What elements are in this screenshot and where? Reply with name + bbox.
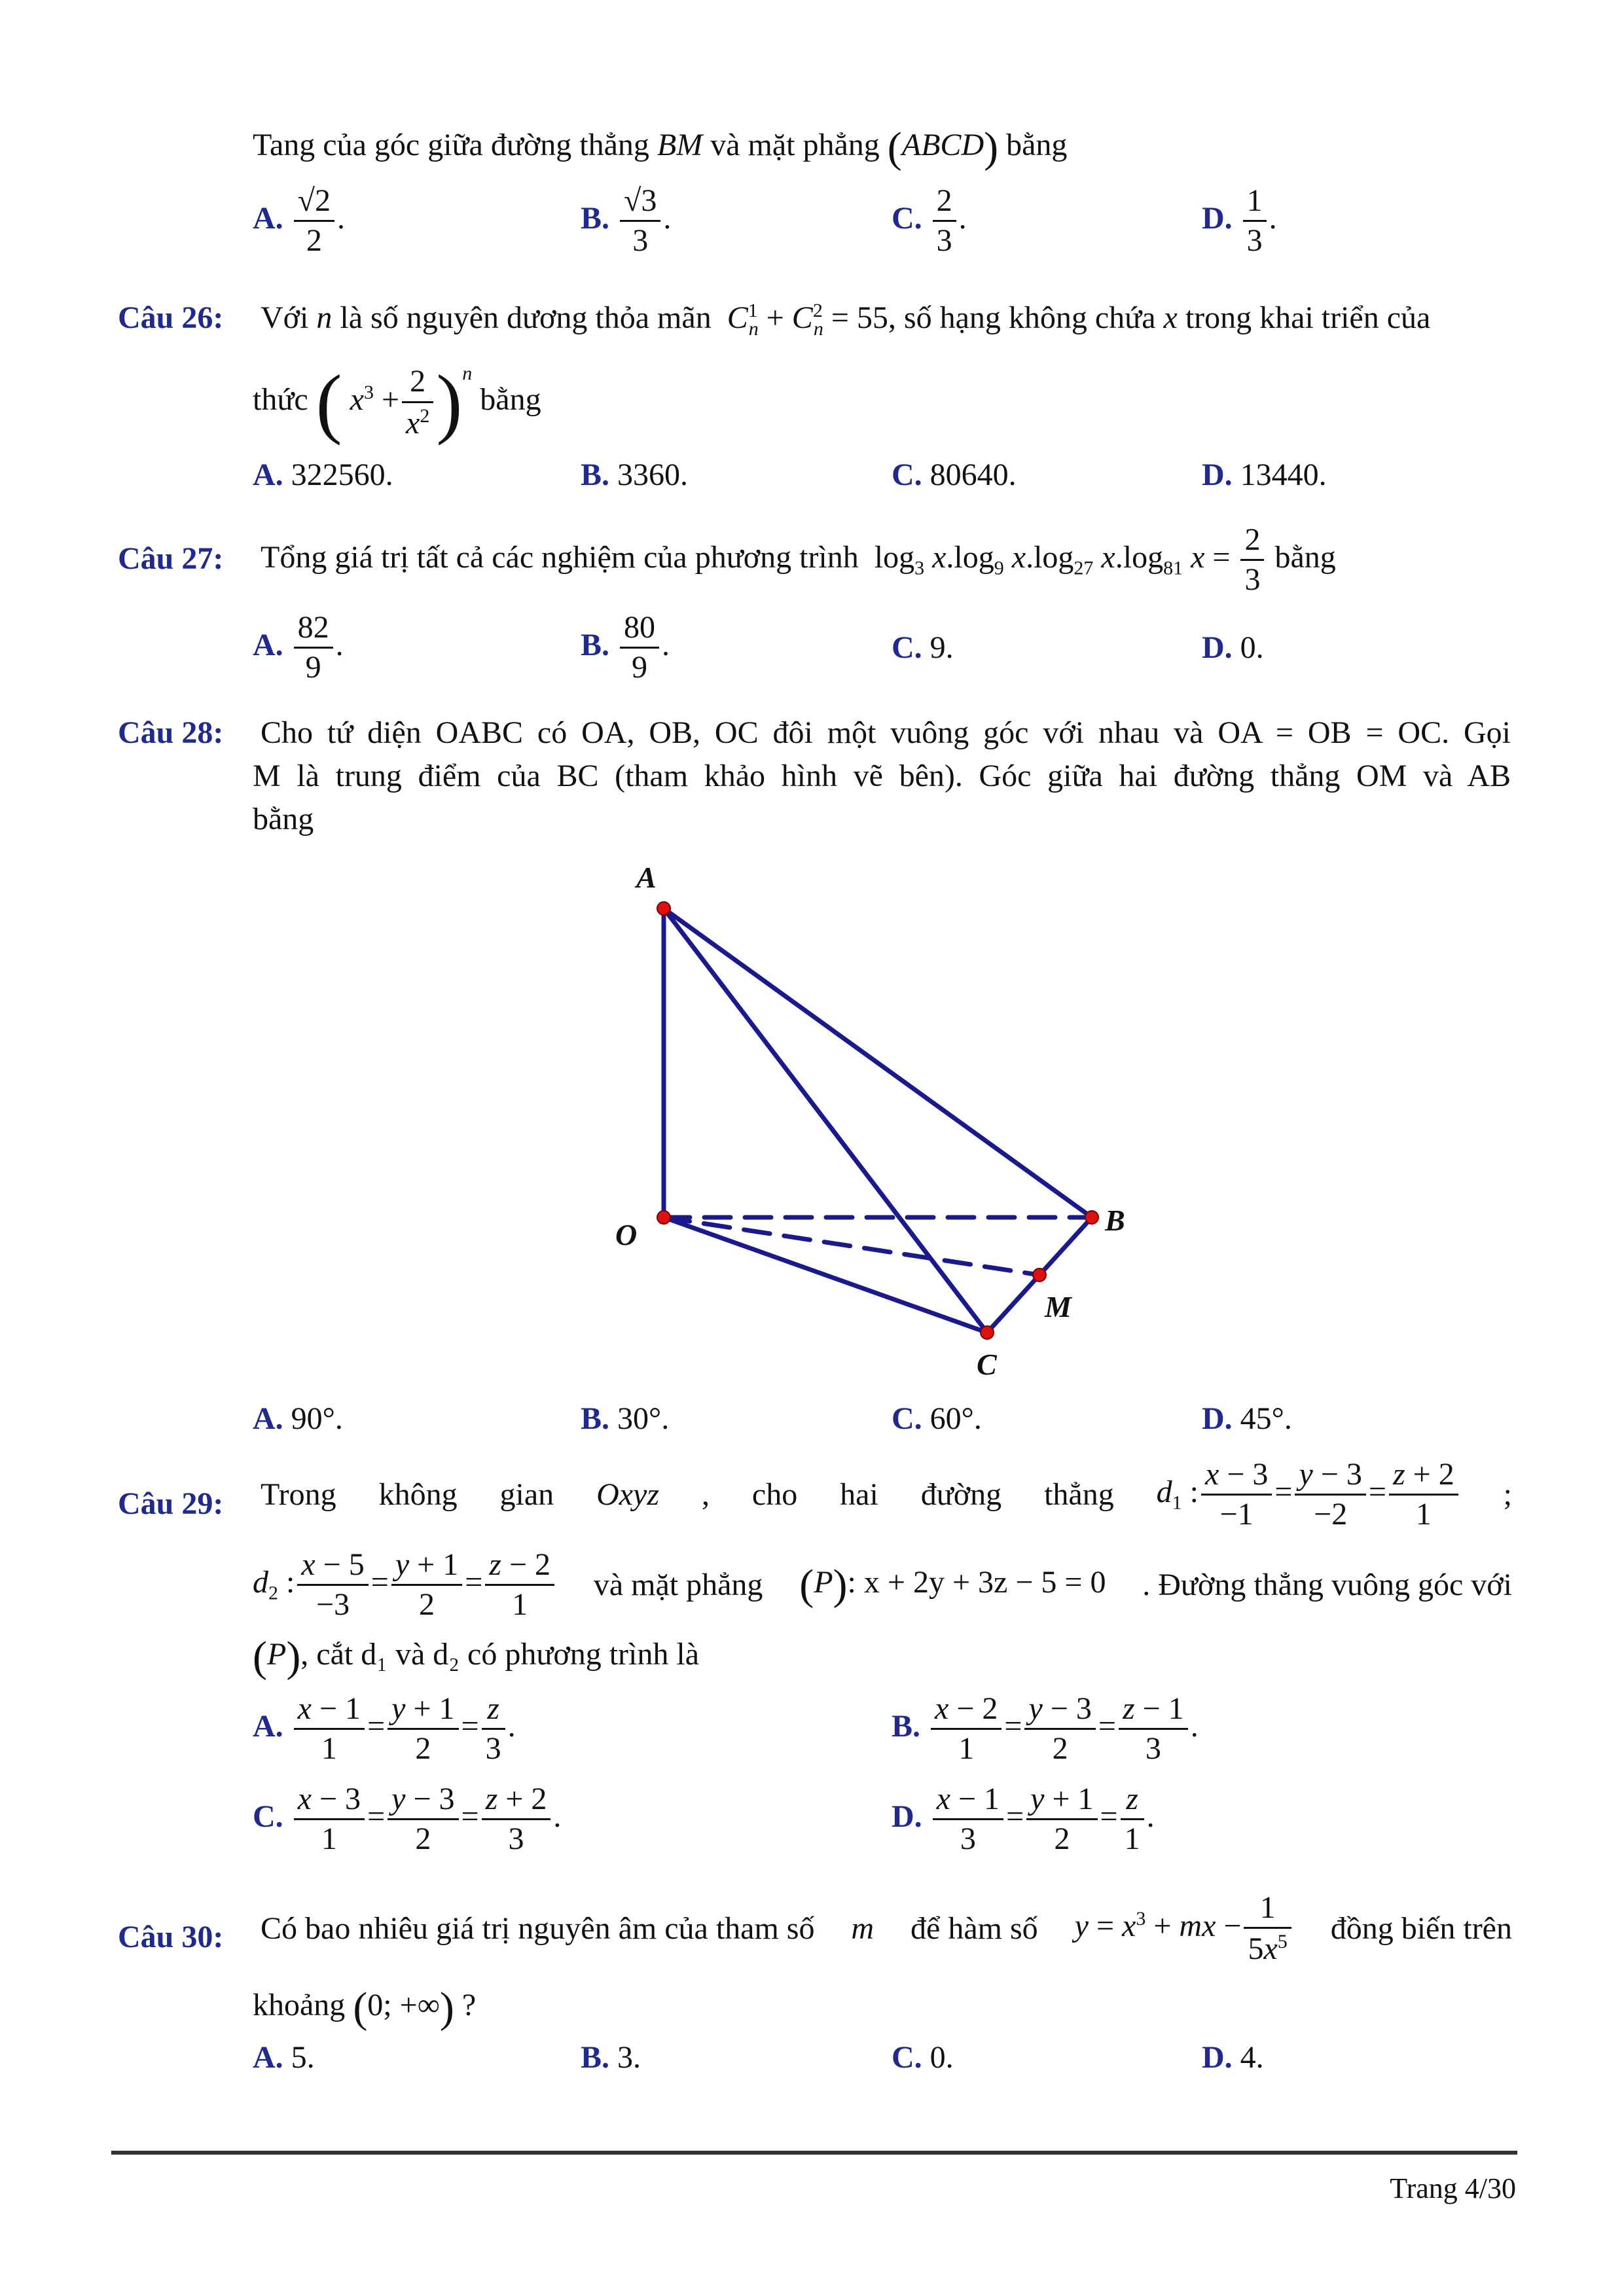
q30-option-b-value: 3. bbox=[617, 2040, 641, 2075]
q27-option-c-label: C. bbox=[892, 630, 922, 665]
q27-option-c[interactable] bbox=[892, 630, 954, 666]
q28-option-b-label: B. bbox=[581, 1401, 610, 1436]
q27-b-num: 80 bbox=[620, 611, 659, 649]
q26-n: n bbox=[316, 300, 333, 335]
q26-text-d: trong khai triển của bbox=[1185, 300, 1431, 335]
q26-option-a-value: 322560. bbox=[291, 457, 393, 492]
q25-b-den: 3 bbox=[632, 223, 649, 259]
q26-text-b: là số nguyên dương thỏa mãn bbox=[340, 300, 712, 335]
q30-line2-b: ? bbox=[461, 1988, 477, 2023]
q25-option-a-label: A. bbox=[253, 200, 283, 236]
q30-option-a-value: 5. bbox=[291, 2040, 315, 2075]
q28-option-a-label: A. bbox=[253, 1401, 283, 1436]
q29-word: không bbox=[378, 1477, 458, 1513]
q29-word-oxyz: Oxyz bbox=[596, 1477, 660, 1513]
q30-stem-a: Có bao nhiêu giá trị nguyên âm của tham số bbox=[261, 1911, 815, 1946]
q25-option-a[interactable]: A. $\frac{√2}{2}$ . bbox=[253, 183, 346, 259]
q25-a-den: 2 bbox=[306, 223, 322, 259]
q25-d-den: 3 bbox=[1246, 223, 1263, 259]
q29-d1-equation: $d_1$ : $\frac{x - 3}{-1}$ = $\frac{y - 3}{-2}$ = $\frac{z + 2}{1}$ bbox=[1157, 1458, 1461, 1532]
q27-stem: Tổng giá trị tất cả các nghiệm của phương trình bbox=[261, 539, 859, 575]
q29-line2-mid: và mặt phẳng bbox=[593, 1568, 763, 1603]
q27-option-a-label: A. bbox=[253, 627, 283, 662]
q25-option-c[interactable]: C. $\frac{2}{3}$ . bbox=[892, 183, 967, 259]
q26-line1 bbox=[261, 300, 1430, 340]
q29-number: Câu 29: bbox=[118, 1486, 224, 1521]
q27-number: Câu 27: bbox=[118, 541, 224, 576]
q30-option-a-label: A. bbox=[253, 2040, 283, 2075]
edge-ac bbox=[664, 908, 987, 1333]
q26-option-b-label: B. bbox=[581, 457, 610, 492]
q30-option-c-label: C. bbox=[892, 2040, 922, 2075]
q28-option-a-value: 90°. bbox=[291, 1401, 343, 1436]
q29-option-c[interactable]: C. $\frac{x - 3}{1}$ = $\frac{y - 3}{2}$ = $\frac{z + 2}{3}$ . bbox=[253, 1782, 562, 1857]
q25-option-d-label: D. bbox=[1202, 200, 1233, 236]
q29-line3-text: , cắt d₁ và d₂ có phương trình là bbox=[300, 1637, 700, 1672]
q25-bm: BM bbox=[657, 128, 703, 163]
q27-option-d-value: 0. bbox=[1240, 630, 1264, 665]
label-m: M bbox=[1045, 1290, 1072, 1323]
q29-word: thẳng bbox=[1044, 1477, 1114, 1513]
q28-option-d-value: 45°. bbox=[1240, 1401, 1292, 1436]
q30-option-b[interactable] bbox=[581, 2039, 641, 2075]
q26-expression: $x^3$ + $\frac{2}{x^2}$ bbox=[350, 382, 437, 417]
q29-option-d[interactable]: D. $\frac{x - 1}{3}$ = $\frac{y + 1}{2}$ = $\frac{z}{1}$ . bbox=[892, 1782, 1155, 1857]
q29-option-c-label: C. bbox=[253, 1799, 283, 1834]
edge-oc bbox=[664, 1217, 987, 1333]
q25-c-num: 2 bbox=[933, 185, 956, 222]
q28-option-d[interactable] bbox=[1202, 1401, 1292, 1437]
q30-option-c[interactable] bbox=[892, 2039, 954, 2075]
q28-option-c[interactable] bbox=[892, 1401, 982, 1437]
q26-x: x bbox=[1163, 300, 1178, 335]
edge-ab bbox=[664, 908, 1092, 1217]
q27-option-d-label: D. bbox=[1202, 630, 1233, 665]
q27-equation: $\log_3 x.\log_9$ $x.\log_{27}$ $x.\log_{81}$ x = $\frac{2}{3}$ bbox=[867, 540, 1267, 575]
q28-option-b[interactable] bbox=[581, 1401, 669, 1437]
q25-stem-end: bằng bbox=[1006, 128, 1068, 163]
q29-option-d-label: D. bbox=[892, 1799, 922, 1834]
point-c bbox=[981, 1326, 994, 1339]
q28-option-a[interactable] bbox=[253, 1401, 343, 1437]
q28-option-d-label: D. bbox=[1202, 1401, 1233, 1436]
q30-m: m bbox=[851, 1911, 875, 1946]
q26-condition-eq: = 55 bbox=[831, 300, 888, 335]
q26-text-c: , số hạng không chứa bbox=[888, 300, 1156, 335]
q30-option-d[interactable] bbox=[1202, 2039, 1264, 2075]
q29-word: Trong bbox=[261, 1477, 336, 1513]
label-c: C bbox=[977, 1348, 997, 1381]
q25-d-num: 1 bbox=[1243, 185, 1267, 222]
q28-option-c-label: C. bbox=[892, 1401, 922, 1436]
q26-option-d-value: 13440. bbox=[1240, 457, 1327, 492]
point-b bbox=[1085, 1211, 1098, 1224]
q26-option-a[interactable] bbox=[253, 457, 393, 493]
q26-line2: thức ( $x^3$ + $\frac{2}{x^2}$ )$^n$ bằng bbox=[253, 359, 541, 446]
q25-option-c-label: C. bbox=[892, 200, 922, 236]
q30-number: Câu 30: bbox=[118, 1920, 224, 1954]
q30-function: $y = x^3$ + mx − $\frac{1}{5x^5}$ bbox=[1075, 1892, 1294, 1966]
q29-word: gian bbox=[499, 1477, 554, 1513]
q30-option-a[interactable] bbox=[253, 2039, 315, 2075]
q26-line2-b: bằng bbox=[480, 382, 541, 418]
q29-plane-equation: (P): x + 2y + 3z − 5 = 0 bbox=[799, 1560, 1106, 1609]
q25-stem-mid: và mặt phẳng bbox=[710, 128, 880, 163]
q25-stem: Tang của góc giữa đường thẳng BM và mặt phẳng (ABCD) bằng bbox=[253, 124, 1068, 171]
q26-option-a-label: A. bbox=[253, 457, 283, 492]
q29-option-a[interactable]: A. $\frac{x - 1}{1}$ = $\frac{y + 1}{2}$ = $\frac{z}{3}$ . bbox=[253, 1691, 516, 1767]
footer-rule bbox=[111, 2151, 1517, 2155]
q25-c-den: 3 bbox=[936, 223, 952, 259]
q26-option-c-label: C. bbox=[892, 457, 922, 492]
q27-option-b-label: B. bbox=[581, 627, 610, 662]
q30-stem-c: đồng biến trên bbox=[1330, 1911, 1512, 1946]
q26-option-b-value: 3360. bbox=[617, 457, 689, 492]
q25-plane: ABCD bbox=[901, 128, 984, 163]
point-m bbox=[1033, 1268, 1046, 1282]
q25-stem-start: Tang của góc giữa đường thẳng bbox=[253, 128, 649, 163]
q26-option-c[interactable] bbox=[892, 457, 1017, 493]
q30-line2-a: khoảng bbox=[253, 1988, 346, 2023]
q30-stem-b: để hàm số bbox=[911, 1911, 1038, 1946]
q28-option-b-value: 30°. bbox=[617, 1401, 670, 1436]
q27-stem-end: bằng bbox=[1274, 539, 1336, 575]
point-a bbox=[657, 902, 670, 915]
q25-option-b-label: B. bbox=[581, 200, 610, 236]
page-number: Trang 4/30 bbox=[1390, 2172, 1516, 2204]
q26-number: Câu 26: bbox=[118, 300, 224, 335]
q28-number: Câu 28: bbox=[118, 715, 224, 750]
q27-b-den: 9 bbox=[632, 650, 648, 685]
q26-option-b[interactable] bbox=[581, 457, 688, 493]
q27-a-den: 9 bbox=[305, 650, 321, 685]
q27-a-num: 82 bbox=[294, 611, 333, 649]
q29-word: đường bbox=[920, 1477, 1002, 1513]
q30-option-b-label: B. bbox=[581, 2040, 610, 2075]
q27-option-c-value: 9. bbox=[929, 630, 954, 665]
q29-option-b[interactable]: B. $\frac{x - 2}{1}$ = $\frac{y - 3}{2}$ = $\frac{z - 1}{3}$ . bbox=[892, 1691, 1199, 1767]
segment-om bbox=[664, 1217, 1039, 1275]
q29-option-a-label: A. bbox=[253, 1708, 283, 1744]
q30-line1 bbox=[261, 1892, 1512, 1966]
q26-option-c-value: 80640. bbox=[929, 457, 1017, 492]
q29-option-b-label: B. bbox=[892, 1708, 921, 1744]
tetrahedron-figure bbox=[615, 851, 1139, 1388]
q27-line1 bbox=[261, 524, 1336, 597]
q30-option-c-value: 0. bbox=[929, 2040, 954, 2075]
q28-line1: Cho tứ diện OABC có OA, OB, OC đôi một vuông góc với nhau và OA = OB = OC. Gọi bbox=[261, 715, 1511, 750]
q26-line2-a: thức bbox=[253, 382, 308, 418]
q25-b-num: √3 bbox=[620, 185, 660, 222]
q26-option-d[interactable] bbox=[1202, 457, 1327, 493]
q28-option-c-value: 60°. bbox=[929, 1401, 982, 1436]
q27-option-a[interactable]: A. $\frac{82}{9}$ . bbox=[253, 610, 344, 685]
q26-text-a: Với bbox=[261, 300, 309, 335]
q29-d2-equation: $d_2$ : $\frac{x - 5}{-3}$ = $\frac{y + 1}{2}$ = $\frac{z - 2}{1}$ bbox=[253, 1549, 557, 1622]
q30-option-d-value: 4. bbox=[1240, 2040, 1264, 2075]
q29-word: hai bbox=[840, 1477, 878, 1513]
q26-condition: $C^1_n + C^2_n = 55$ bbox=[727, 300, 888, 340]
q25-a-num: √2 bbox=[294, 185, 334, 222]
label-a: A bbox=[636, 861, 657, 894]
q29-line2 bbox=[253, 1549, 1512, 1622]
q29-line1: Trong không gian Oxyz , cho hai đường thẳng $d_1$ : $\frac{x - 3}{-1}$ = $\frac{y - 3}{-2}$ = $\frac{z + 2}{1}$ ; bbox=[261, 1457, 1512, 1532]
q27-option-d[interactable] bbox=[1202, 630, 1264, 666]
q30-line2: khoảng (0; +∞) ? bbox=[253, 1984, 477, 2032]
label-o: O bbox=[615, 1218, 638, 1251]
q29-word: cho bbox=[751, 1477, 798, 1513]
q25-option-b[interactable]: B. $\frac{√3}{3}$ . bbox=[581, 183, 672, 259]
q26-option-d-label: D. bbox=[1202, 457, 1233, 492]
q29-line3: (P), cắt d₁ và d₂ có phương trình là bbox=[253, 1633, 700, 1681]
q29-word: , bbox=[701, 1477, 710, 1513]
q28-line3: bằng bbox=[253, 802, 314, 836]
point-o bbox=[657, 1211, 670, 1224]
q28-line2: M là trung điểm của BC (tham khảo hình vẽ bên). Góc giữa hai đường thẳng OM và AB bbox=[253, 759, 1511, 793]
label-b: B bbox=[1105, 1204, 1125, 1237]
q29-line2-end: . Đường thẳng vuông góc với bbox=[1142, 1568, 1512, 1603]
q30-interval: 0; +∞ bbox=[367, 1988, 440, 2023]
q30-option-d-label: D. bbox=[1202, 2040, 1233, 2075]
q29-plane-eq-text: : x + 2y + 3z − 5 = 0 bbox=[847, 1564, 1106, 1600]
q25-option-d[interactable]: D. $\frac{1}{3}$ . bbox=[1202, 183, 1277, 259]
q27-option-b[interactable]: B. $\frac{80}{9}$ . bbox=[581, 610, 670, 685]
